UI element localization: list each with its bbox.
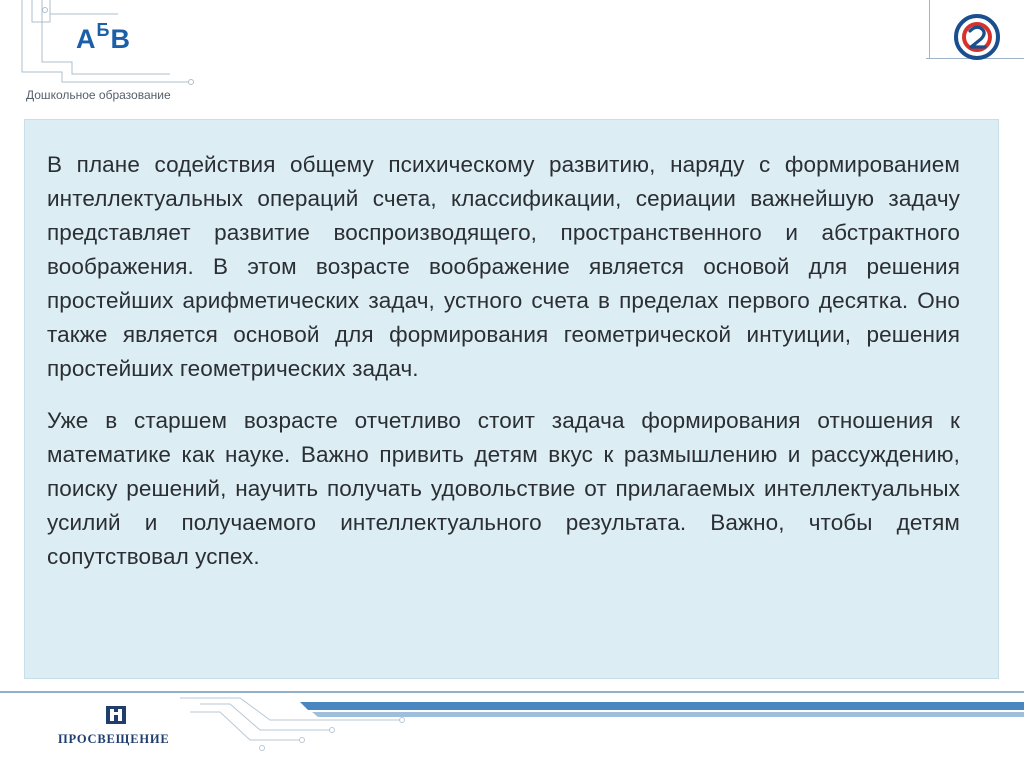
content-paragraph-2: Уже в старшем возрасте отчетливо стоит задача формирования отношения к математике как науке. Важно привить детям вкус к размышлению и рассуждению, поиску решений, научить получать удовольствие от прилагаемых интеллектуальных усилий и получаемого интеллектуального результата. Важно, чтобы детям сопутствовал успех. [47, 408, 960, 569]
abv-logo [76, 20, 131, 55]
corner-divider-vertical [929, 0, 930, 58]
publisher-name: ПРОСВЕЩЕНИЕ [58, 732, 170, 746]
content-panel [24, 119, 999, 679]
book-icon [104, 703, 128, 727]
logo-letter-b: Б [96, 20, 111, 40]
header-subtitle: Дошкольное образование [26, 88, 171, 102]
circle-logo-icon [952, 12, 1002, 62]
content-paragraph-1: В плане содействия общему психическому развитию, наряду с формированием интеллектуальных операций счета, классификации, сериации важнейшую задачу представляет развитие воспроизводящего, пространственного и абстрактного воображения. В этом возрасте воображение является основой для решения простейших арифметических задач, устного счета в пределах первого десятка. Оно также является основой для формирования геометрической интуиции, решения простейших геометрических задач. [47, 152, 960, 381]
logo-letter-v: В [110, 24, 131, 54]
logo-letter-a: А [76, 24, 97, 54]
footer-stripes-decoration [0, 690, 1024, 768]
